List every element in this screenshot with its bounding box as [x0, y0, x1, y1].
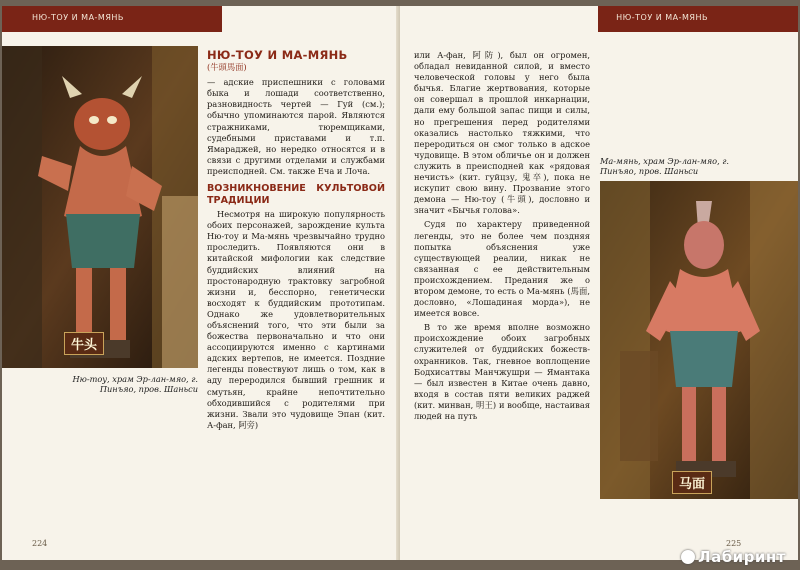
left-page — [2, 6, 399, 560]
entry-subtitle: (牛頭馬面) — [207, 62, 247, 73]
body-paragraph-continued: или А-фан, 阿防), был он огромен, обладал невиданной силой, и вместо человеческой головы у него была бычья. Благие жертвования, которые он совершал в прошлой инкарнации, дали ему большой запас пищи и силы, но прегрешения перед родителями оказались настолько тяжкими, что переродиться он смог только в адское чудовище. В этом обличье он и должен служить в преисподней как «рядовая нечисть» (кит. гуйцзу, 鬼卒), пока не искупит свою вину. Прозвание этого демона — Ню-тоу (牛頭), дословно и значит «Бычья голова». — [414, 50, 590, 216]
nyu-tou-statue-image — [2, 46, 198, 368]
ma-mian-caption: Ма-мянь, храм Эр-лан-мяо, г. Пинъяо, пров. Шаньси — [600, 156, 730, 176]
nyu-tou-photo-label: 牛头 — [64, 332, 104, 355]
watermark-logo — [681, 548, 786, 566]
watermark-text: Лабиринт — [698, 548, 786, 566]
section-title: ВОЗНИКНОВЕНИЕ КУЛЬТОВОЙ ТРАДИЦИИ — [207, 183, 385, 207]
right-page-number: 225 — [726, 539, 742, 548]
entry-intro: — адские приспешники с головами быка и лошади соответственно, разновидность чертей — Гуй (см.); обычно упоминаются парой. Являются стражниками, тюремщиками, судебными приставами и т.п. Ямараджей, но нередко относятся и в связи с другими отделами и службами преисподней. См. также Еча и Лоча. — [207, 77, 385, 176]
entry-title: НЮ-ТОУ И МА-МЯНЬ — [207, 48, 348, 62]
nyu-tou-caption: Ню-тоу, храм Эр-лан-мяо, г. Пинъяо, пров. Шаньси — [72, 374, 198, 394]
left-running-head: НЮ-ТОУ И МА-МЯНЬ — [32, 13, 124, 22]
right-running-head: НЮ-ТОУ И МА-МЯНЬ — [616, 13, 708, 22]
body-paragraph-1: Несмотря на широкую популярность обоих персонажей, зарождение культа Ню-тоу и Ма-мянь чрезвычайно трудно проследить. Появляются они в китайской мифологии как следствие буддийских влияний на простонародную трактовку загробной жизни и, бесспорно, генетически восходят к буддийским прототипам. Однако же удовлетворительных объяснений того, что эти были за божества первоначально и что они ассоциируются именно с картинами адских вертепов, не имеется. Поздние легенды повествуют лишь о том, как в аду переродился бывший грешник и смутьян, крайне непочтительно обходившийся с родителями при жизни. Звали это чудовище Эпан (кит. А-фан, 阿旁) — [207, 209, 385, 430]
labyrinth-logo-icon — [681, 550, 695, 564]
left-page-number: 224 — [32, 539, 48, 548]
body-paragraph-3: В то же время вполне возможно происхождение обоих загробных служителей от буддийских божеств-охранников. Так, гневное воплощение Бодхисаттвы Манчжушри — Ямантака — был известен в Китае очень давно, входя в состав пяти великих раджей (кит. минван, 明王) и вообще, настаивая людей на путь — [414, 322, 590, 421]
ma-mian-statue-image — [600, 181, 798, 499]
nyu-tou-photo — [2, 46, 198, 368]
right-page — [400, 6, 798, 560]
right-text-column — [414, 50, 590, 422]
ma-mian-photo — [600, 181, 798, 499]
ma-mian-photo-label: 马面 — [672, 471, 712, 494]
body-paragraph-2: Судя по характеру приведенной легенды, это не более чем поздняя попытка объяснения уже существующей реалии, никак не связанная с ее действительным происхождением. Предания же о втором демоне, то есть о Ма-мянь (馬面, дословно, «Лошадиная морда»), не имеется вовсе. — [414, 219, 590, 319]
left-text-column — [207, 50, 385, 431]
